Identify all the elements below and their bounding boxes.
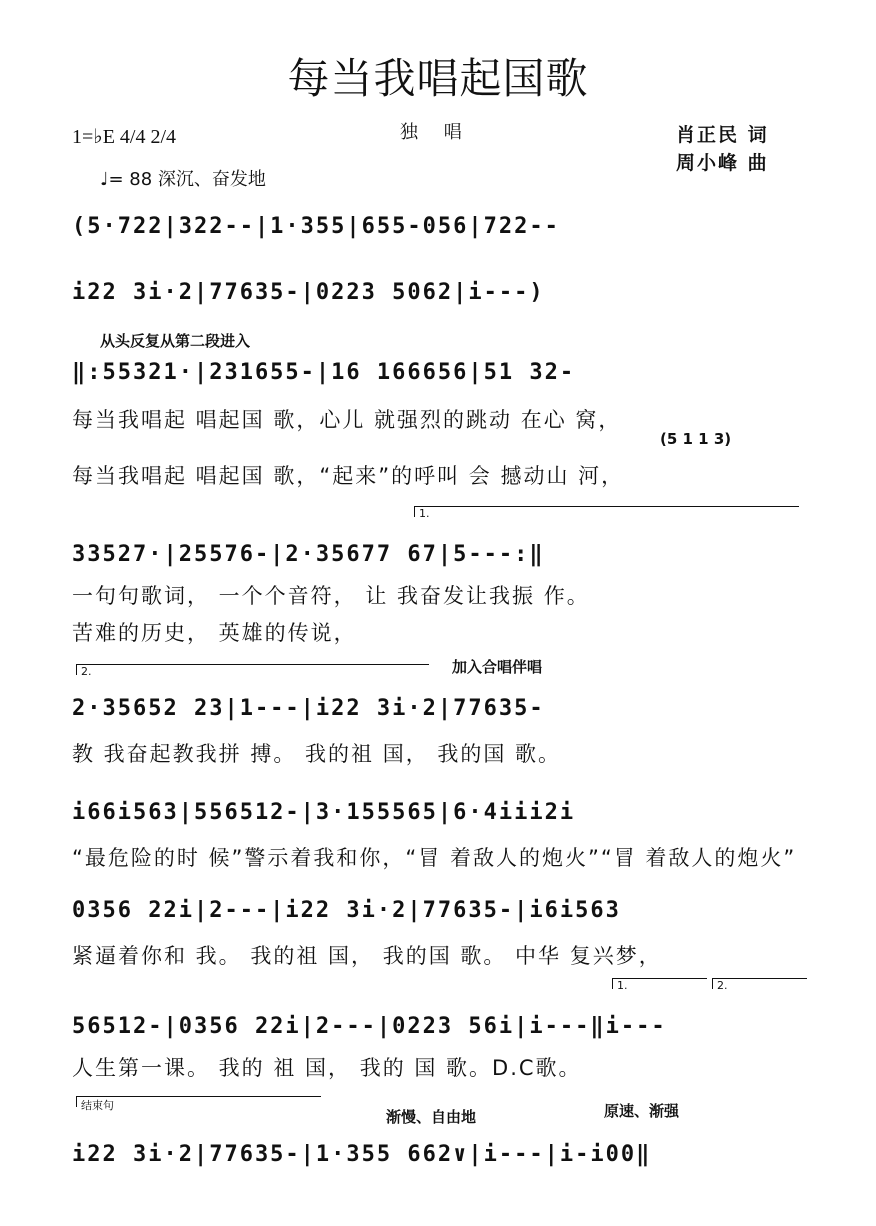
lyric-row-5: 教 我奋起教我拼 搏。 我的祖 国， 我的国 歌。 [72, 742, 562, 766]
slow-instruction: 渐慢、自由地 [386, 1108, 477, 1126]
lyric-row-7: 紧逼着你和 我。 我的祖 国， 我的国 歌。 中华 复兴梦， [72, 944, 662, 968]
lyric-row-3-verse-1: 每当我唱起 唱起国 歌，心儿 就强烈的跳动 在心 窝， [72, 408, 622, 432]
ending-bracket [76, 1096, 321, 1112]
lyric-row-6: “最危险的时 候”警示着我和你，“冒 着敌人的炮火”“冒 着敌人的炮火” [72, 846, 797, 870]
performance-type: 独 唱 [400, 122, 472, 143]
volta-label-3: 1. [617, 979, 628, 992]
volta-bracket-1 [414, 506, 799, 520]
lyricist: 肖正民 词 [676, 124, 769, 146]
lyric-row-4-verse-2: 苦难的历史， 英雄的传说， [72, 621, 357, 645]
ending-label: 结束句 [81, 1099, 114, 1112]
variant-notes: (5 1 1 3) [660, 430, 732, 448]
notation-row-7: 0356 22i|2---|i22 3i·2|77635-|i6i563 [72, 898, 621, 923]
lyric-row-8: 人生第一课。 我的 祖 国， 我的 国 歌。D.C歌。 [72, 1056, 582, 1080]
volta-bracket-4 [712, 978, 807, 992]
notation-row-2: i22 3i·2|77635-|0223 5062|i---) [72, 280, 545, 305]
notation-row-5: 2·35652 23|1---|i22 3i·2|77635- [72, 696, 545, 721]
notation-row-3: ‖:55321·|231655-|16 166656|51 32- [72, 360, 576, 385]
page-title: 每当我唱起国歌 [287, 54, 589, 103]
chorus-instruction: 加入合唱伴唱 [452, 658, 543, 676]
volta-bracket-3 [612, 978, 707, 992]
repeat-instruction: 从头反复从第二段进入 [100, 332, 251, 350]
lyric-row-4-verse-1: 一句句歌词， 一个个音符， 让 我奋发让我振 作。 [72, 584, 590, 608]
key-signature: 1=♭E 4/4 2/4 [72, 126, 177, 148]
notation-row-6: i66i563|556512-|3·155565|6·4iii2i [72, 800, 576, 825]
volta-label-4: 2. [717, 979, 728, 992]
volta-label-1: 1. [419, 507, 430, 520]
notation-row-4: 33527·|25576-|2·35677 67|5---:‖ [72, 542, 545, 567]
tempo-return-instruction: 原速、渐强 [604, 1102, 680, 1120]
lyric-row-3-verse-2: 每当我唱起 唱起国 歌，“起来”的呼叫 会 撼动山 河， [72, 464, 625, 488]
notation-row-8: 56512-|0356 22i|2---|0223 56i|i---‖i--- [72, 1014, 667, 1039]
notation-row-1: (5·722|322--|1·355|655-056|722-- [72, 214, 560, 239]
volta-bracket-2 [76, 664, 429, 678]
notation-row-9: i22 3i·2|77635-|1·355 662∨|i---|i-i00‖ [72, 1142, 652, 1167]
volta-label-2: 2. [81, 665, 92, 678]
tempo-marking: ♩= 88 深沉、奋发地 [100, 169, 266, 190]
composer: 周小峰 曲 [676, 152, 769, 174]
